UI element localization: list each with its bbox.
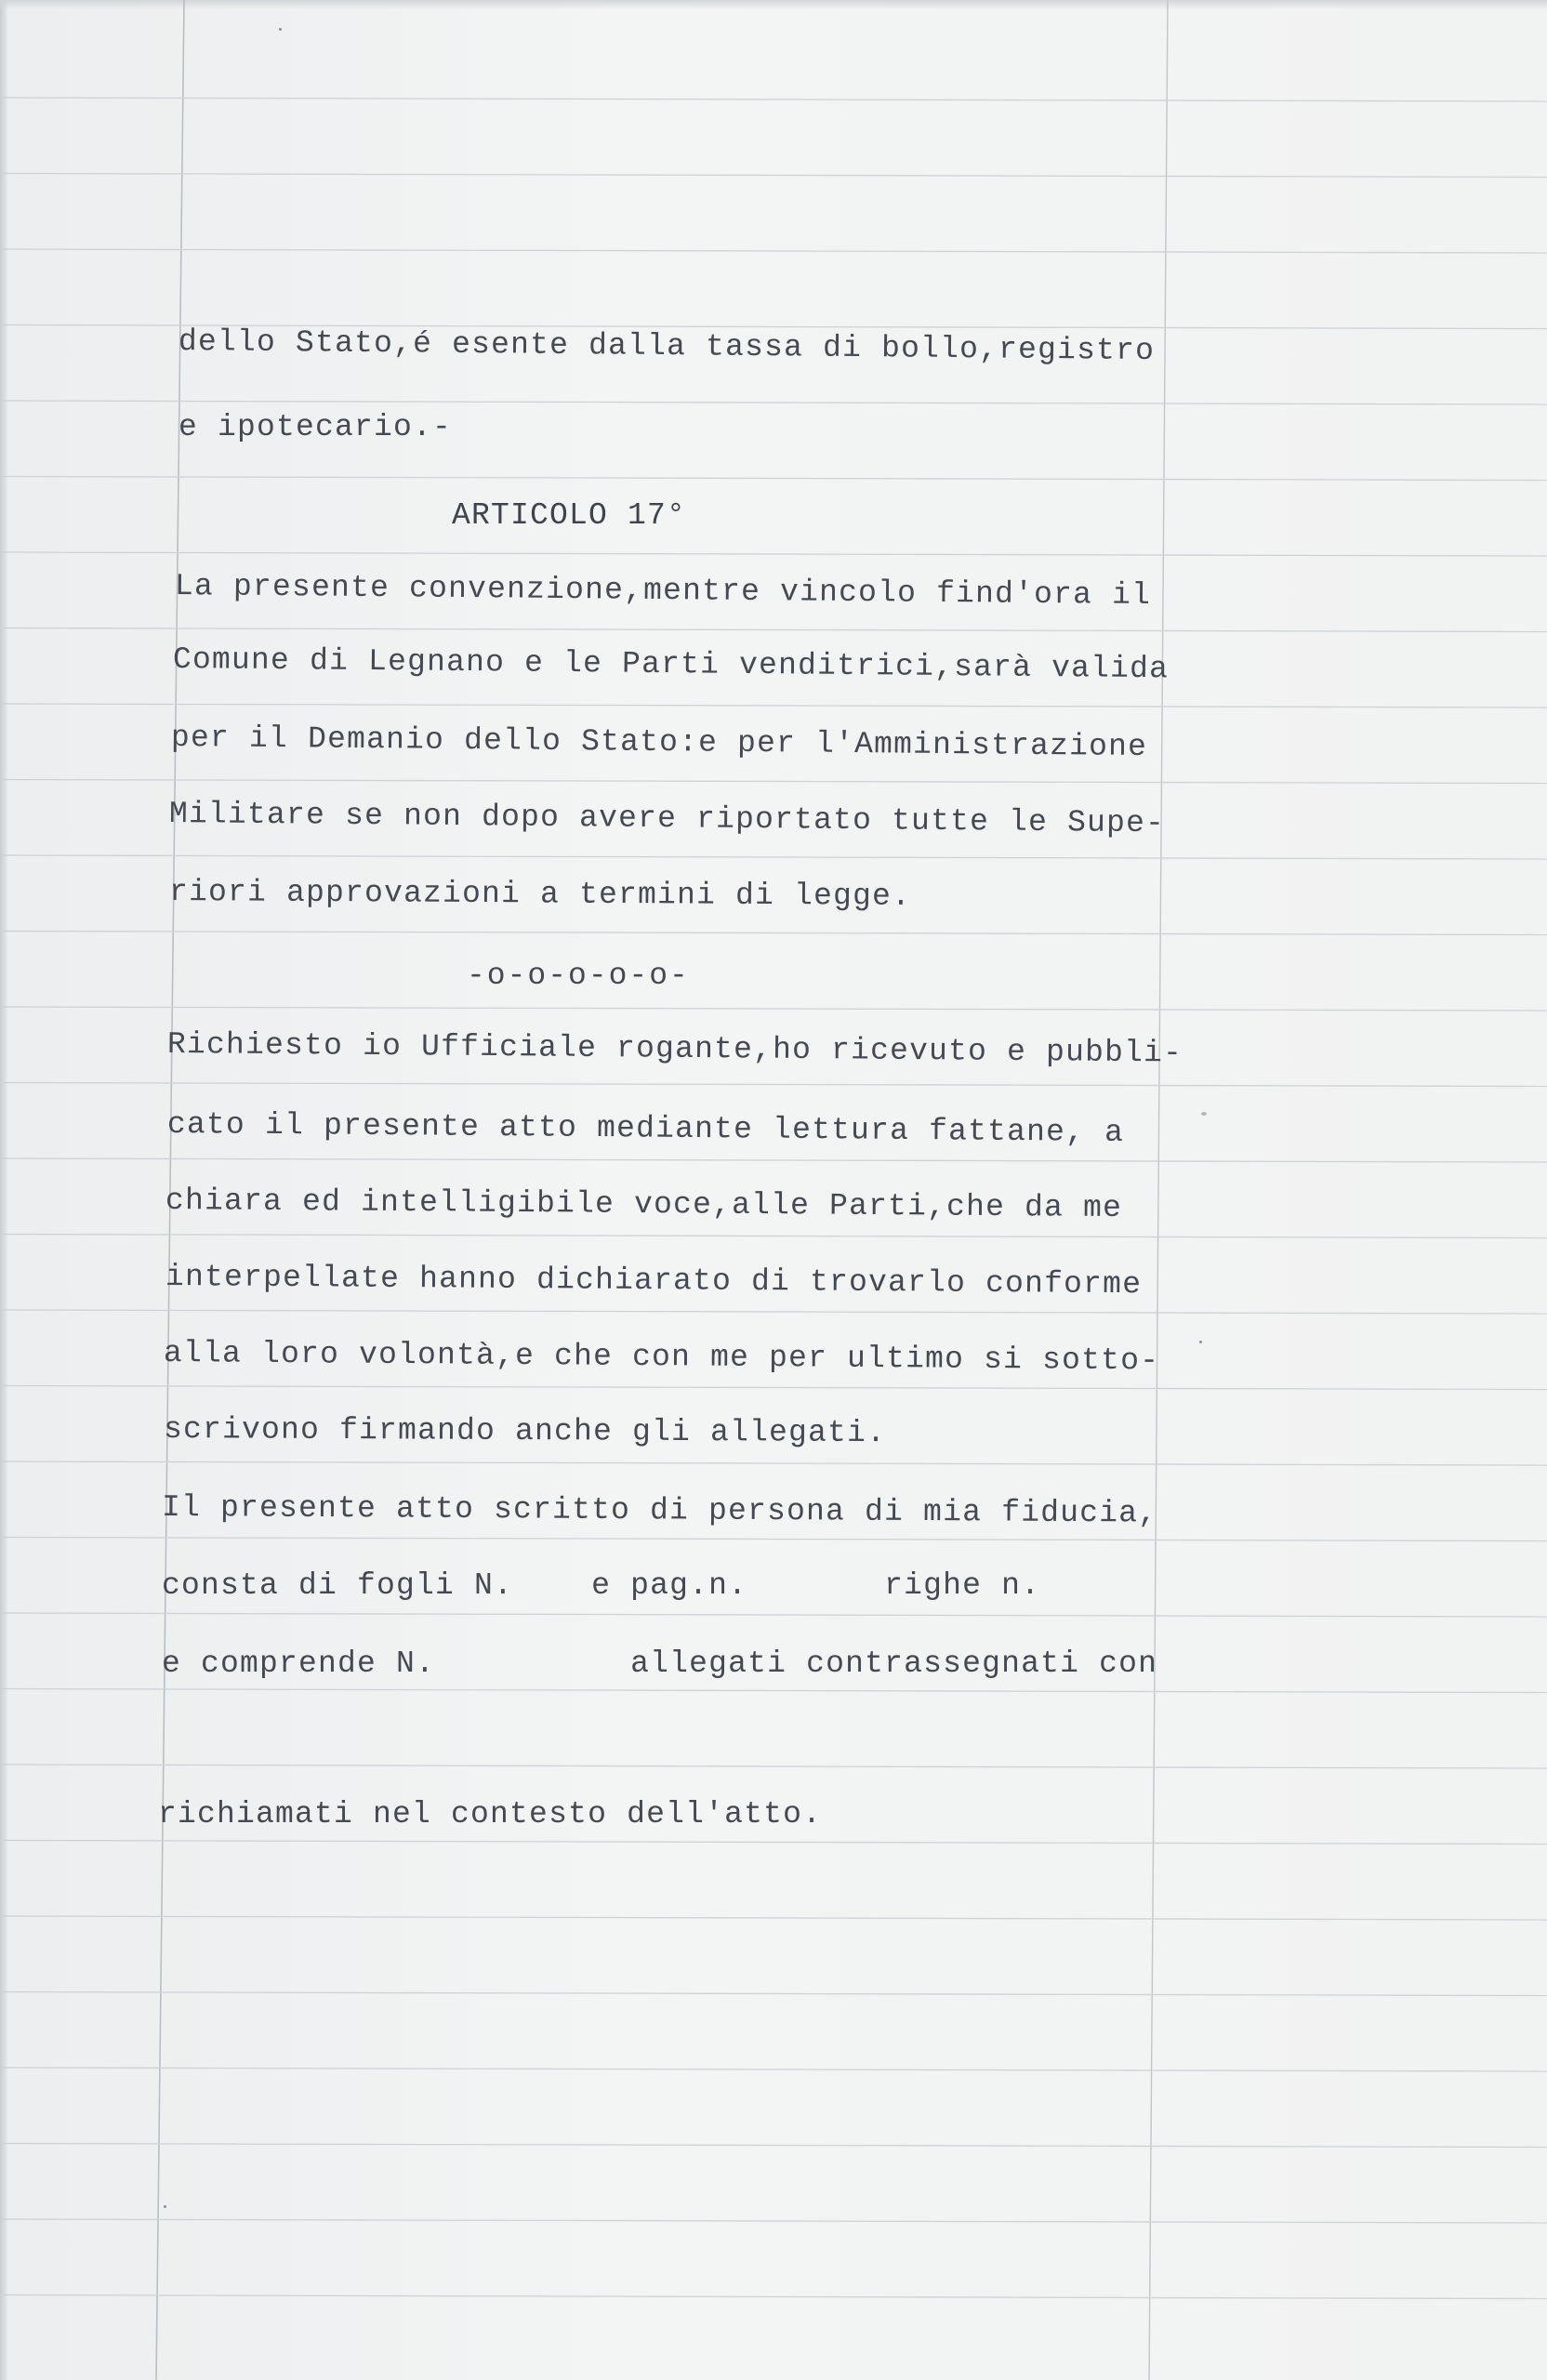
text-line: consta di fogli N. e pag.n. righe n.	[162, 1568, 1041, 1603]
text-line: Militare se non dopo avere riportato tutte le Supe-	[168, 797, 1166, 841]
text-line: riori approvazioni a termini di legge.	[168, 875, 912, 914]
text-line: chiara ed intelligibile voce,alle Parti,che da me	[165, 1183, 1123, 1226]
paper-speck	[1201, 1112, 1207, 1116]
text-line: La presente convenzione,mentre vincolo find'ora il	[174, 569, 1152, 614]
text-line: richiamati nel contesto dell'atto.	[158, 1797, 823, 1831]
text-line: alla loro volontà,e che con me per ultimo si sotto-	[163, 1336, 1160, 1379]
article-heading: ARTICOLO 17°	[452, 498, 687, 533]
text-line: e ipotecario.-	[178, 410, 453, 444]
section-separator: -o-o-o-o-o-	[467, 959, 690, 993]
text-line: e comprende N. allegati contrassegnati con	[162, 1646, 1158, 1681]
paper-speck	[279, 28, 282, 31]
text-line: Comune di Legnano e le Parti venditrici,sarà valida	[172, 642, 1170, 687]
text-line: Richiesto io Ufficiale rogante,ho ricevuto e pubbli-	[166, 1027, 1183, 1071]
text-line: per il Demanio dello Stato:e per l'Amministrazione	[170, 721, 1148, 765]
text-line: interpellate hanno dichiarato di trovarlo conforme	[165, 1260, 1143, 1302]
text-line: scrivono firmando anche gli allegati.	[163, 1412, 887, 1451]
paper-speck	[164, 2205, 166, 2208]
text-line: cato il presente atto mediante lettura fattane, a	[166, 1107, 1125, 1150]
text-line: dello Stato,é esente dalla tassa di bollo,registro	[178, 324, 1156, 369]
text-line: Il presente atto scritto di persona di mia fiducia,	[161, 1490, 1158, 1531]
paper-speck	[1199, 1341, 1202, 1343]
